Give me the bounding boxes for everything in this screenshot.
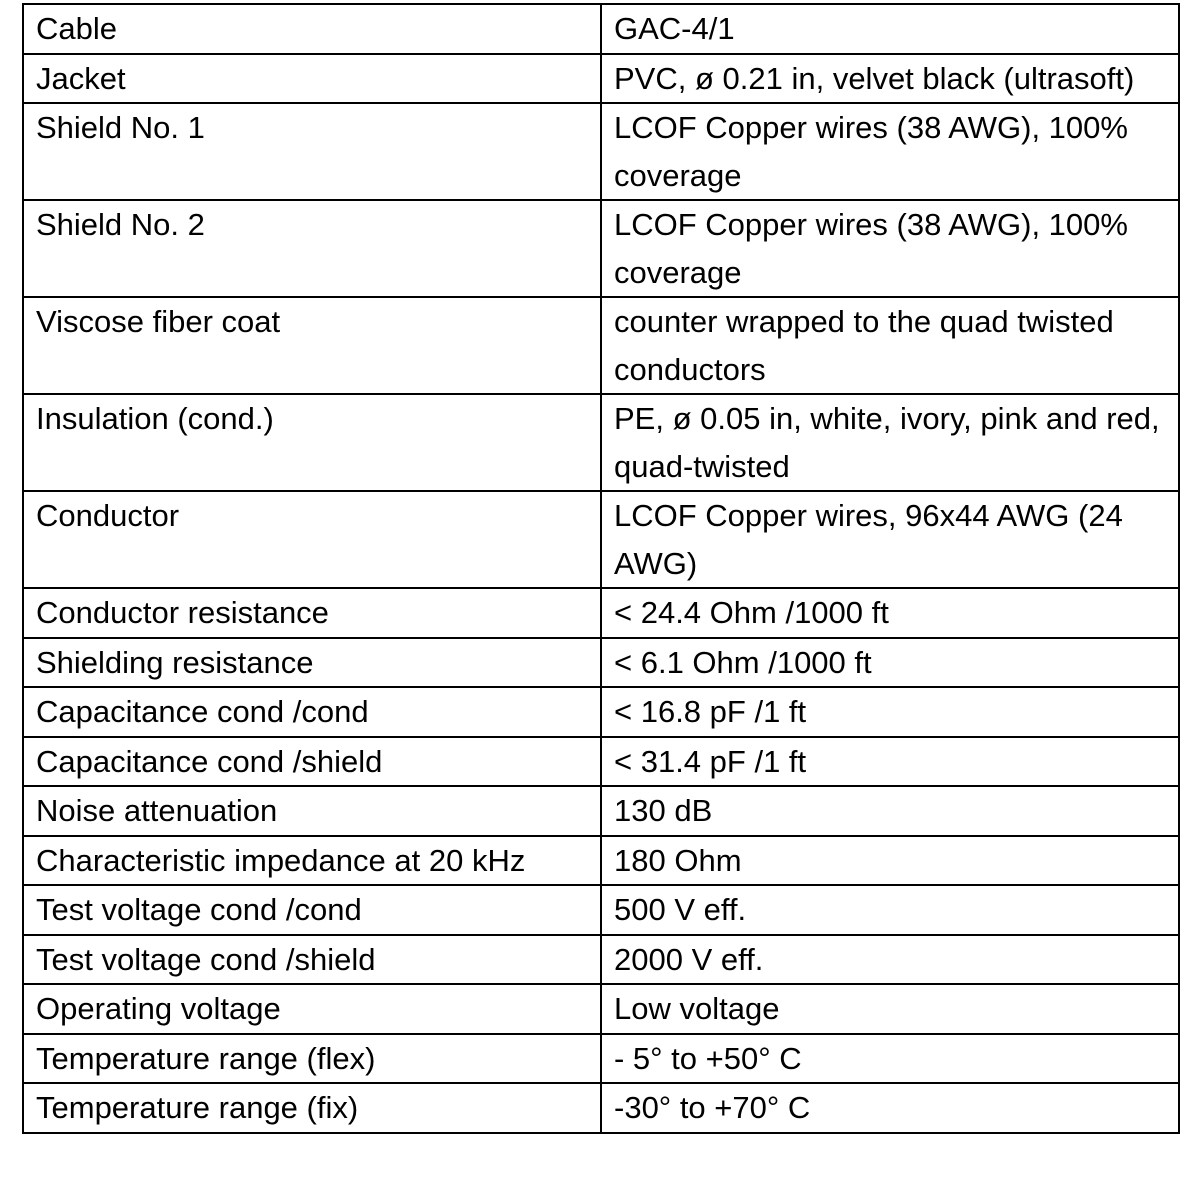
value-cell: LCOF Copper wires, 96x44 AWG (24 AWG) [601, 491, 1179, 588]
property-cell: Insulation (cond.) [23, 394, 601, 491]
table-row [23, 836, 1179, 886]
property-cell: Shield No. 1 [23, 103, 601, 200]
value-cell: 180 Ohm [601, 836, 1179, 886]
spec-table-body [23, 4, 1179, 1133]
table-row [23, 885, 1179, 935]
property-cell: Temperature range (flex) [23, 1034, 601, 1084]
table-row [23, 1034, 1179, 1084]
value-cell: 2000 V eff. [601, 935, 1179, 985]
value-cell: < 6.1 Ohm /1000 ft [601, 638, 1179, 688]
value-cell: < 31.4 pF /1 ft [601, 737, 1179, 787]
table-row [23, 103, 1179, 200]
property-cell: Shielding resistance [23, 638, 601, 688]
value-cell: GAC-4/1 [601, 4, 1179, 54]
value-cell: PE, ø 0.05 in, white, ivory, pink and red, quad-twisted [601, 394, 1179, 491]
value-cell: PVC, ø 0.21 in, velvet black (ultrasoft) [601, 54, 1179, 104]
property-cell: Operating voltage [23, 984, 601, 1034]
table-row [23, 54, 1179, 104]
property-cell: Test voltage cond /shield [23, 935, 601, 985]
property-cell: Cable [23, 4, 601, 54]
property-cell: Test voltage cond /cond [23, 885, 601, 935]
table-row [23, 786, 1179, 836]
property-cell: Characteristic impedance at 20 kHz [23, 836, 601, 886]
property-cell: Conductor [23, 491, 601, 588]
value-cell: < 16.8 pF /1 ft [601, 687, 1179, 737]
value-cell: 500 V eff. [601, 885, 1179, 935]
value-cell: -30° to +70° C [601, 1083, 1179, 1133]
table-row [23, 588, 1179, 638]
table-row [23, 687, 1179, 737]
table-row [23, 4, 1179, 54]
table-row [23, 638, 1179, 688]
table-row [23, 491, 1179, 588]
value-cell: < 24.4 Ohm /1000 ft [601, 588, 1179, 638]
value-cell: counter wrapped to the quad twisted conductors [601, 297, 1179, 394]
table-row [23, 935, 1179, 985]
property-cell: Capacitance cond /shield [23, 737, 601, 787]
property-cell: Jacket [23, 54, 601, 104]
table-row [23, 1083, 1179, 1133]
property-cell: Shield No. 2 [23, 200, 601, 297]
value-cell: Low voltage [601, 984, 1179, 1034]
property-cell: Viscose fiber coat [23, 297, 601, 394]
property-cell: Noise attenuation [23, 786, 601, 836]
value-cell: - 5° to +50° C [601, 1034, 1179, 1084]
value-cell: LCOF Copper wires (38 AWG), 100% coverage [601, 103, 1179, 200]
table-row [23, 200, 1179, 297]
property-cell: Capacitance cond /cond [23, 687, 601, 737]
table-row [23, 394, 1179, 491]
property-cell: Temperature range (fix) [23, 1083, 601, 1133]
table-row [23, 984, 1179, 1034]
property-cell: Conductor resistance [23, 588, 601, 638]
table-row [23, 737, 1179, 787]
table-row [23, 297, 1179, 394]
value-cell: LCOF Copper wires (38 AWG), 100% coverage [601, 200, 1179, 297]
cable-spec-table [22, 3, 1180, 1134]
value-cell: 130 dB [601, 786, 1179, 836]
